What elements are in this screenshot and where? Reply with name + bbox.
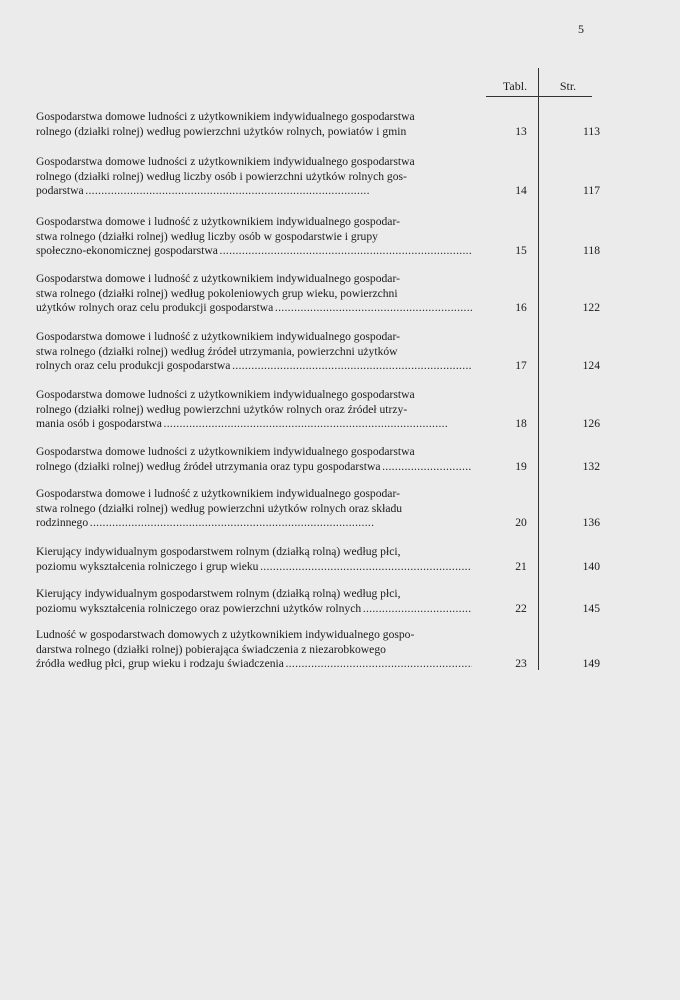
toc-entry-page-number: 136 [582,516,600,530]
toc-entry-line: rolnego (działki rolnej) według źródeł utrzymania oraz typu gospodarstwa . . . [36,460,472,475]
column-header-tabl: Tabl. [502,79,528,93]
toc-entry-line: społeczno-ekonomicznej gospodarstwa . . . [36,244,472,259]
toc-entry-page-number: 149 [582,657,600,671]
toc-entry-line: Gospodarstwa domowe i ludność z użytkownikiem indywidualnego gospodar- [36,330,400,343]
toc-entry-line: rolnego (działki rolnej) według powierzchni użytków rolnych, powiatów i gmin [36,124,407,138]
toc-entry-page-number: 124 [582,359,600,373]
toc-entry-line: stwa rolnego (działki rolnej) według źródeł utrzymania, powierzchni użytków [36,344,398,358]
toc-entry-line: poziomu wykształcenia rolniczego oraz powierzchni użytków rolnych . . . [36,602,472,617]
toc-entry-line: stwa rolnego (działki rolnej) według powierzchni użytków rolnych oraz składu [36,501,403,515]
toc-entry-line: rolnego (działki rolnej) według powierzchni użytków rolnych oraz źródeł utrzy- [36,402,408,416]
toc-entry-line: podarstwa . . . [36,184,472,199]
toc-entry-table-number: 17 [515,359,527,373]
toc-entry-table-number: 20 [515,516,527,530]
toc-entry-table-number: 22 [515,601,527,615]
toc-entry [36,545,600,574]
toc-entry-table-number: 14 [515,184,527,198]
toc-entry-table-number: 21 [515,559,527,573]
toc-entry-line: Gospodarstwa domowe ludności z użytkownikiem indywidualnego gospodarstwa [36,110,415,123]
toc-entry-page-number: 140 [582,559,600,573]
toc-entry-page-number: 117 [583,184,600,198]
toc-entry-line: stwa rolnego (działki rolnej) według liczby osób w gospodarstwie i grupy [36,229,378,243]
toc-entry-line: Gospodarstwa domowe ludności z użytkownikiem indywidualnego gospodarstwa [36,155,415,168]
toc-entry-line: Gospodarstwa domowe ludności z użytkownikiem indywidualnego gospodarstwa [36,388,415,401]
toc-entry-line: mania osób i gospodarstwa . . . [36,417,472,432]
toc-entry-page-number: 126 [582,417,600,431]
toc-entry-page-number: 113 [583,124,600,138]
toc-entry-line: darstwa rolnego (działki rolnej) pobierająca świadczenia z niezarobkowego [36,642,386,656]
toc-entry [36,110,600,139]
page-number: 5 [578,22,584,36]
toc-entry [36,330,600,374]
toc-entry-line: rolnego (działki rolnej) według liczby osób i powierzchni użytków rolnych gos- [36,169,407,183]
toc-entry-line: rolnych oraz celu produkcji gospodarstwa . . . [36,359,472,374]
toc-entry-line: Gospodarstwa domowe i ludność z użytkownikiem indywidualnego gospodar- [36,215,400,228]
toc-entry-line: Kierujący indywidualnym gospodarstwem rolnym (działką rolną) według płci, [36,545,401,558]
toc-entry-line: Gospodarstwa domowe ludności z użytkownikiem indywidualnego gospodarstwa [36,445,415,458]
toc-entry-table-number: 19 [515,459,527,473]
toc-entry-line: Kierujący indywidualnym gospodarstwem rolnym (działką rolną) według płci, [36,587,401,600]
toc-entry-title [36,587,472,616]
toc-entry-title [36,487,472,531]
toc-entry [36,388,600,432]
toc-entry-title [36,272,472,316]
toc-entry-line: poziomu wykształcenia rolniczego i grup wieku . . . [36,560,472,575]
toc-entry [36,272,600,316]
toc-entry-page-number: 145 [582,601,600,615]
header-rule [486,96,592,97]
toc-entry-table-number: 15 [515,244,527,258]
toc-entry-page-number: 132 [582,459,600,473]
toc-entry-title [36,330,472,374]
toc-entry-line: Ludność w gospodarstwach domowych z użytkownikiem indywidualnego gospo- [36,628,415,641]
toc-entry [36,628,600,672]
toc-entry-title [36,628,472,672]
toc-entry-title [36,545,472,574]
toc-entry-table-number: 18 [515,417,527,431]
toc-entry-title [36,445,472,474]
toc-entry-table-number: 23 [515,657,527,671]
column-header-str: Str. [559,79,577,93]
toc-entry [36,215,600,259]
toc-entry-line: stwa rolnego (działki rolnej) według pokoleniowych grup wieku, powierzchni [36,286,398,300]
toc-entry [36,445,600,474]
toc-entry [36,487,600,531]
toc-entry-title [36,215,472,259]
toc-entry-table-number: 16 [515,301,527,315]
toc-entry [36,587,600,616]
toc-entry-line: Gospodarstwa domowe i ludność z użytkownikiem indywidualnego gospodar- [36,272,400,285]
toc-entry-title [36,110,472,139]
toc-entry [36,155,600,199]
toc-entry-title [36,155,472,199]
toc-entry-title [36,388,472,432]
toc-entry-line: Gospodarstwa domowe i ludność z użytkownikiem indywidualnego gospodar- [36,487,400,500]
toc-entry-line: źródła według płci, grup wieku i rodzaju świadczenia . . . [36,657,472,672]
toc-entry-page-number: 118 [583,244,600,258]
toc-entry-page-number: 122 [582,301,600,315]
toc-entry-line: rodzinnego . . . [36,516,472,531]
toc-entry-line: użytków rolnych oraz celu produkcji gospodarstwa . . . [36,301,472,316]
toc-entry-table-number: 13 [515,124,527,138]
